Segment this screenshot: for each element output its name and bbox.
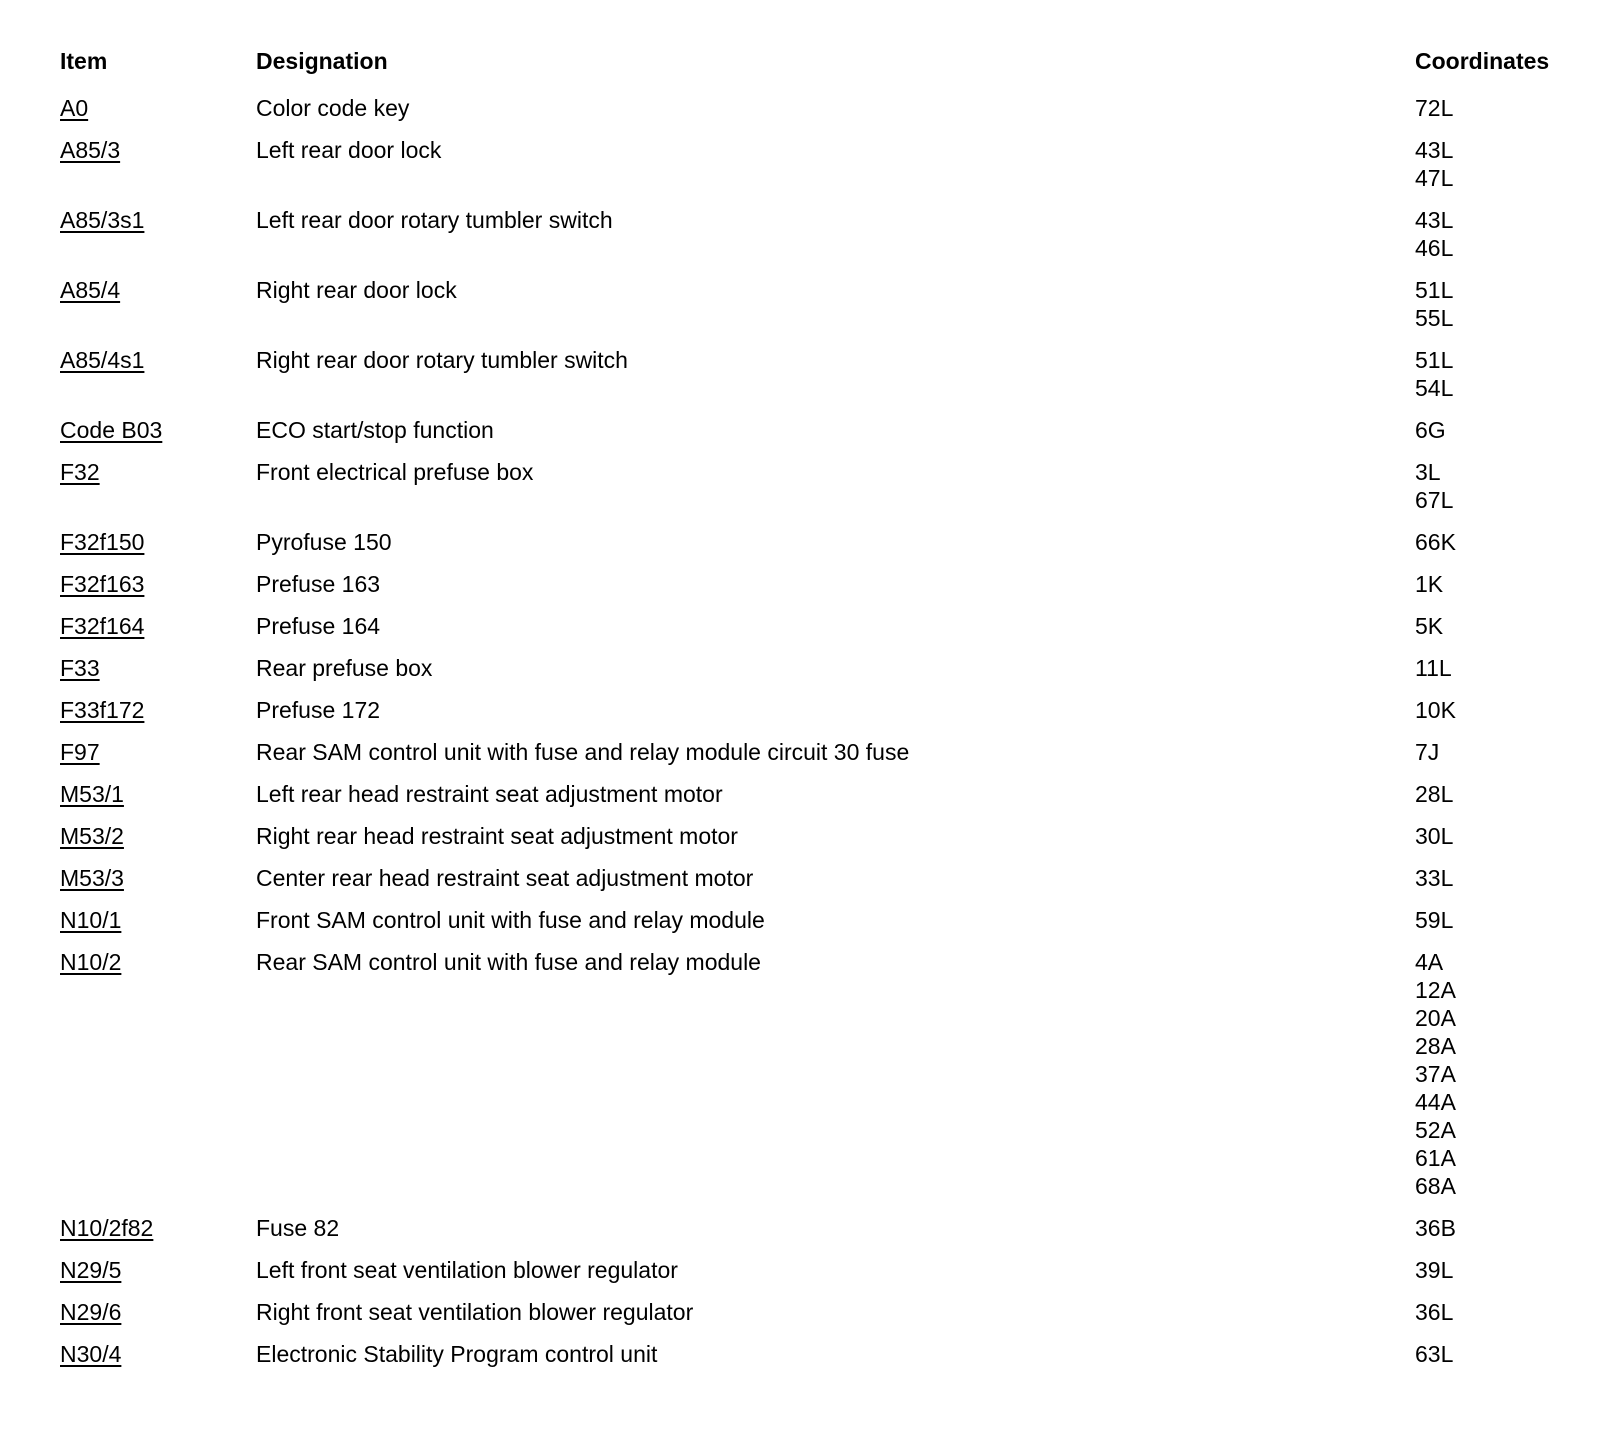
item-link[interactable]: A85/4s1 (60, 347, 145, 373)
coordinate-value: 39L (1415, 1257, 1454, 1283)
table-row (60, 696, 1560, 724)
designation-cell: Fuse 82 (256, 1215, 340, 1241)
item-link[interactable]: N10/1 (60, 907, 122, 933)
table-row (60, 948, 1560, 1200)
designation-cell: Prefuse 164 (256, 613, 381, 639)
item-cell (60, 1340, 250, 1368)
coordinate-value: 52A (1415, 1117, 1456, 1143)
legend-table (60, 46, 1560, 1368)
table-header (60, 46, 1560, 80)
table-row (60, 822, 1560, 850)
designation-cell: Center rear head restraint seat adjustment motor (256, 865, 754, 891)
coordinates-cell (1415, 780, 1600, 808)
coordinate-value: 43L (1415, 137, 1454, 163)
item-link[interactable]: N29/6 (60, 1299, 122, 1325)
coordinate-value: 47L (1415, 165, 1454, 191)
item-link[interactable]: N10/2 (60, 949, 122, 975)
coordinates-cell (1415, 696, 1600, 724)
item-cell (60, 780, 250, 808)
header-designation: Designation (256, 48, 388, 74)
coordinate-value: 11L (1415, 655, 1452, 681)
designation-cell: Right front seat ventilation blower regulator (256, 1299, 694, 1325)
designation-cell: Right rear head restraint seat adjustment motor (256, 823, 738, 849)
designation-cell: Right rear door lock (256, 277, 457, 303)
coordinates-cell (1415, 822, 1600, 850)
item-link[interactable]: M53/1 (60, 781, 124, 807)
designation-cell: Front SAM control unit with fuse and relay module (256, 907, 765, 933)
item-link[interactable]: F32 (60, 459, 100, 485)
coordinates-cell (1415, 864, 1600, 892)
item-cell (60, 738, 250, 766)
designation-cell: Prefuse 172 (256, 697, 381, 723)
coordinate-value: 36B (1415, 1215, 1456, 1241)
coordinate-value: 67L (1415, 487, 1454, 513)
item-cell (60, 570, 250, 598)
coordinate-value: 51L (1415, 347, 1454, 373)
coordinate-value: 28L (1415, 781, 1454, 807)
coordinates-cell (1415, 948, 1600, 1200)
item-cell (60, 654, 250, 682)
item-cell (60, 276, 250, 304)
coordinate-value: 6G (1415, 417, 1446, 443)
coordinates-cell (1415, 276, 1600, 332)
coordinate-value: 10K (1415, 697, 1456, 723)
table-row (60, 1256, 1560, 1284)
coordinate-value: 5K (1415, 613, 1444, 639)
table-row (60, 738, 1560, 766)
item-link[interactable]: A85/3 (60, 137, 121, 163)
designation-cell: ECO start/stop function (256, 417, 494, 443)
designation-cell: Left front seat ventilation blower regulator (256, 1257, 678, 1283)
coordinates-cell (1415, 458, 1600, 514)
table-row (60, 1214, 1560, 1242)
coordinates-cell (1415, 94, 1600, 122)
coordinate-value: 66K (1415, 529, 1456, 555)
coordinate-value: 36L (1415, 1299, 1454, 1325)
item-cell (60, 822, 250, 850)
coordinates-cell (1415, 528, 1600, 556)
item-cell (60, 136, 250, 164)
table-row (60, 416, 1560, 444)
designation-cell: Right rear door rotary tumbler switch (256, 347, 628, 373)
coordinate-value: 46L (1415, 235, 1454, 261)
designation-cell: Left rear door lock (256, 137, 442, 163)
coordinate-value: 4A (1415, 949, 1444, 975)
item-link[interactable]: F33 (60, 655, 100, 681)
table-row (60, 206, 1560, 262)
coordinate-value: 43L (1415, 207, 1454, 233)
item-cell (60, 1214, 250, 1242)
coordinate-value: 1K (1415, 571, 1444, 597)
item-cell (60, 416, 250, 444)
coordinate-value: 30L (1415, 823, 1454, 849)
designation-cell: Color code key (256, 95, 410, 121)
coordinate-value: 51L (1415, 277, 1454, 303)
item-link[interactable]: F32f164 (60, 613, 145, 639)
coordinate-value: 61A (1415, 1145, 1456, 1171)
coordinate-value: 28A (1415, 1033, 1456, 1059)
coordinate-value: 7J (1415, 739, 1440, 765)
coordinates-cell (1415, 738, 1600, 766)
table-row (60, 346, 1560, 402)
coordinates-cell (1415, 612, 1600, 640)
item-cell (60, 948, 250, 976)
coordinates-cell (1415, 1340, 1600, 1368)
item-link[interactable]: N30/4 (60, 1341, 122, 1367)
coordinate-value: 59L (1415, 907, 1454, 933)
designation-cell: Electronic Stability Program control unit (256, 1341, 658, 1367)
coordinates-cell (1415, 416, 1600, 444)
item-link[interactable]: A85/4 (60, 277, 121, 303)
coordinate-value: 20A (1415, 1005, 1456, 1031)
item-link[interactable]: M53/3 (60, 865, 124, 891)
designation-cell: Rear prefuse box (256, 655, 433, 681)
designation-cell: Left rear head restraint seat adjustment motor (256, 781, 723, 807)
header-item: Item (60, 48, 108, 74)
coordinates-cell (1415, 206, 1600, 262)
table-row (60, 864, 1560, 892)
item-cell (60, 206, 250, 234)
item-cell (60, 906, 250, 934)
item-cell (60, 528, 250, 556)
designation-cell: Rear SAM control unit with fuse and relay module circuit 30 fuse (256, 739, 910, 765)
item-link[interactable]: N29/5 (60, 1257, 122, 1283)
item-cell (60, 346, 250, 374)
table-row (60, 780, 1560, 808)
item-link[interactable]: F32f150 (60, 529, 145, 555)
table-row (60, 528, 1560, 556)
item-link[interactable]: A85/3s1 (60, 207, 145, 233)
coordinates-cell (1415, 136, 1600, 192)
table-body (60, 94, 1560, 1368)
designation-cell: Rear SAM control unit with fuse and relay module (256, 949, 761, 975)
item-link[interactable]: F33f172 (60, 697, 145, 723)
table-row (60, 276, 1560, 332)
coordinates-cell (1415, 1298, 1600, 1326)
coordinate-value: 37A (1415, 1061, 1456, 1087)
table-row (60, 1340, 1560, 1368)
item-cell (60, 612, 250, 640)
item-cell (60, 458, 250, 486)
table-row (60, 458, 1560, 514)
coordinate-value: 63L (1415, 1341, 1454, 1367)
item-link[interactable]: M53/2 (60, 823, 124, 849)
coordinates-cell (1415, 346, 1600, 402)
item-cell (60, 696, 250, 724)
coordinate-value: 55L (1415, 305, 1454, 331)
coordinates-cell (1415, 906, 1600, 934)
table-row (60, 612, 1560, 640)
item-link[interactable]: A0 (60, 95, 89, 121)
item-cell (60, 864, 250, 892)
coordinate-value: 3L (1415, 459, 1441, 485)
designation-cell: Pyrofuse 150 (256, 529, 392, 555)
table-row (60, 136, 1560, 192)
item-link[interactable]: Code B03 (60, 417, 163, 443)
coordinate-value: 33L (1415, 865, 1454, 891)
coordinate-value: 68A (1415, 1173, 1456, 1199)
coordinates-cell (1415, 1214, 1600, 1242)
coordinates-cell (1415, 1256, 1600, 1284)
table-row (60, 94, 1560, 122)
coordinates-cell (1415, 570, 1600, 598)
coordinate-value: 12A (1415, 977, 1456, 1003)
table-row (60, 570, 1560, 598)
designation-cell: Prefuse 163 (256, 571, 381, 597)
item-link[interactable]: F97 (60, 739, 100, 765)
item-link[interactable]: F32f163 (60, 571, 145, 597)
item-cell (60, 1256, 250, 1284)
coordinates-cell (1415, 654, 1600, 682)
coordinate-value: 44A (1415, 1089, 1456, 1115)
table-row (60, 906, 1560, 934)
table-row (60, 1298, 1560, 1326)
item-cell (60, 1298, 250, 1326)
header-coordinates: Coordinates (1415, 48, 1550, 74)
designation-cell: Left rear door rotary tumbler switch (256, 207, 613, 233)
item-link[interactable]: N10/2f82 (60, 1215, 154, 1241)
designation-cell: Front electrical prefuse box (256, 459, 534, 485)
coordinate-value: 54L (1415, 375, 1454, 401)
table-row (60, 654, 1560, 682)
coordinate-value: 72L (1415, 95, 1454, 121)
item-cell (60, 94, 250, 122)
